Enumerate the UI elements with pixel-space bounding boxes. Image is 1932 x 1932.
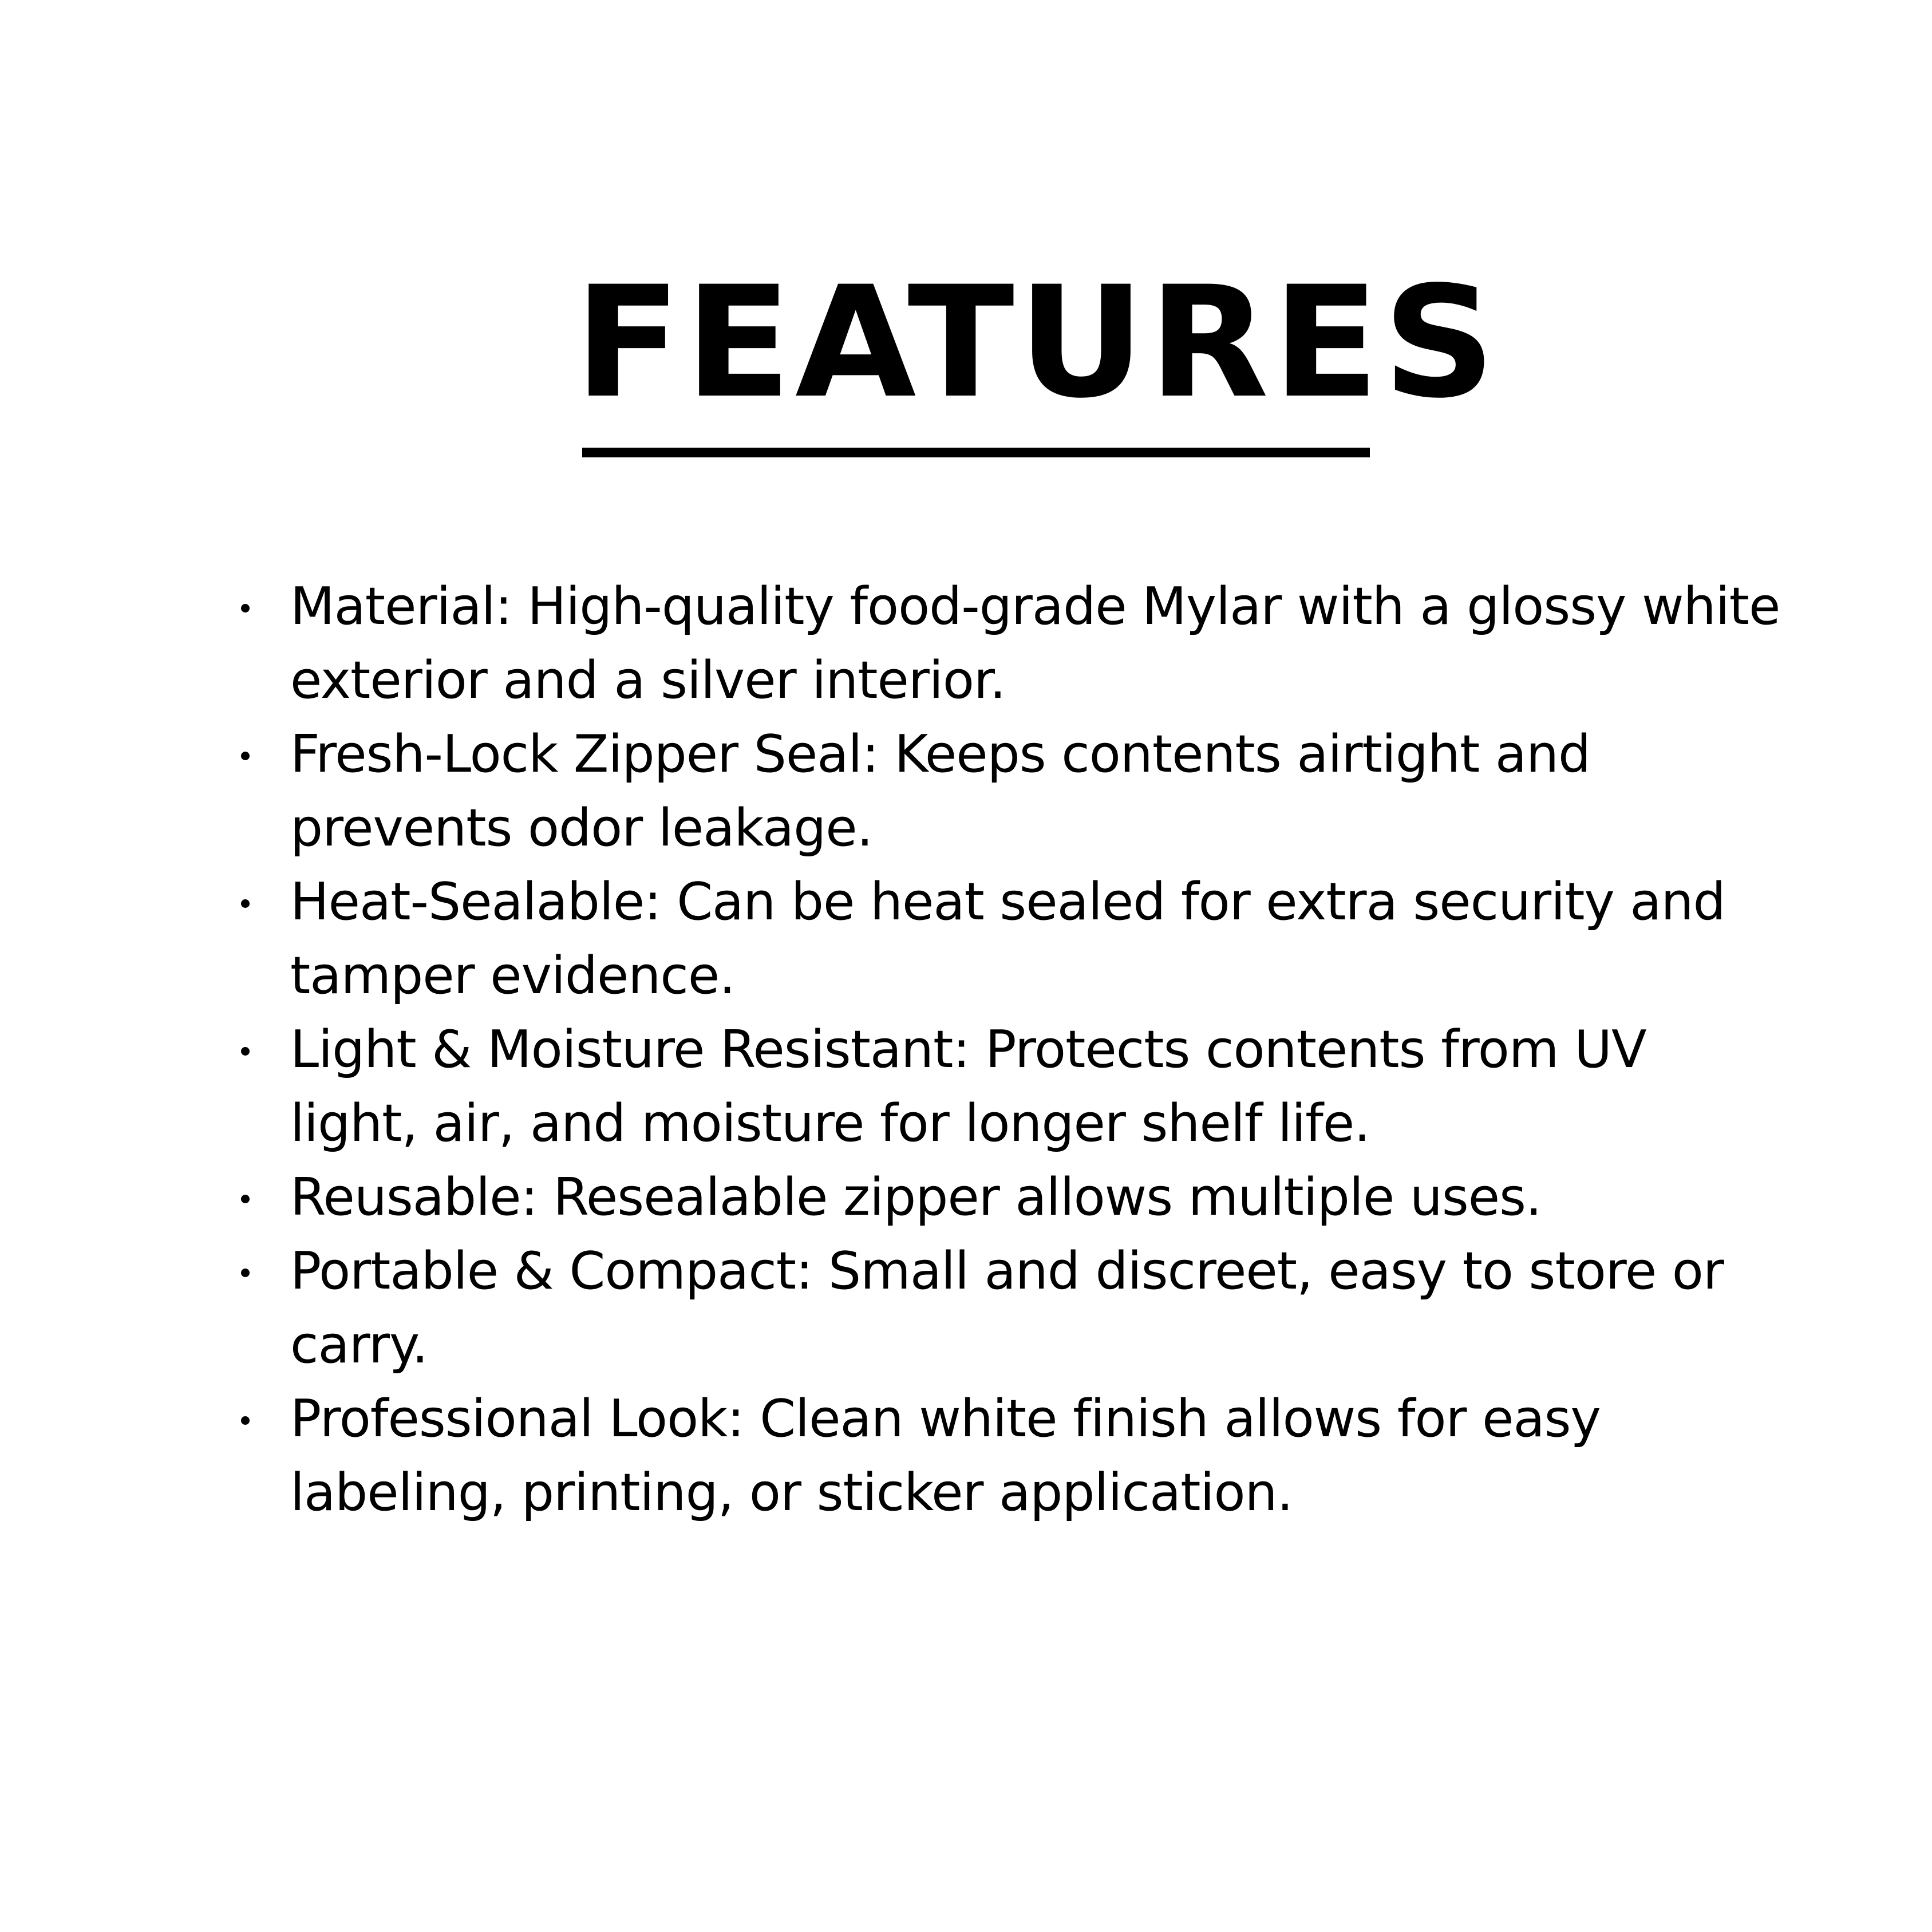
bullet-icon — [241, 1195, 250, 1203]
feature-item-light-moisture — [226, 1013, 1783, 1160]
feature-item-reusable — [226, 1160, 1783, 1234]
bullet-icon — [241, 1269, 250, 1277]
bullet-icon — [241, 604, 250, 613]
feature-text: Portable & Compact: Small and discreet, easy to store or carry. — [290, 1241, 1724, 1375]
heading-underline — [582, 448, 1370, 457]
feature-text: Light & Moisture Resistant: Protects contents from UV light, air, and moisture for longer shelf life. — [290, 1020, 1646, 1153]
feature-text: Material: High-quality food-grade Mylar with a glossy white exterior and a silver interior. — [290, 576, 1780, 710]
features-list — [226, 570, 1783, 1530]
feature-text: Professional Look: Clean white finish allows for easy labeling, printing, or sticker application. — [290, 1389, 1601, 1523]
feature-text: Heat-Sealable: Can be heat sealed for extra security and tamper evidence. — [290, 872, 1725, 1006]
feature-item-zipper-seal — [226, 717, 1783, 865]
feature-item-heat-sealable — [226, 865, 1783, 1013]
feature-item-portable — [226, 1234, 1783, 1382]
bullet-icon — [241, 899, 250, 908]
bullet-icon — [241, 752, 250, 760]
bullet-icon — [241, 1047, 250, 1056]
feature-item-material — [226, 570, 1783, 717]
bullet-icon — [241, 1416, 250, 1425]
feature-text: Reusable: Resealable zipper allows multiple uses. — [290, 1167, 1542, 1227]
feature-text: Fresh-Lock Zipper Seal: Keeps contents airtight and prevents odor leakage. — [290, 724, 1591, 858]
feature-item-professional-look — [226, 1382, 1783, 1530]
features-heading: FEATURES — [574, 254, 1499, 432]
